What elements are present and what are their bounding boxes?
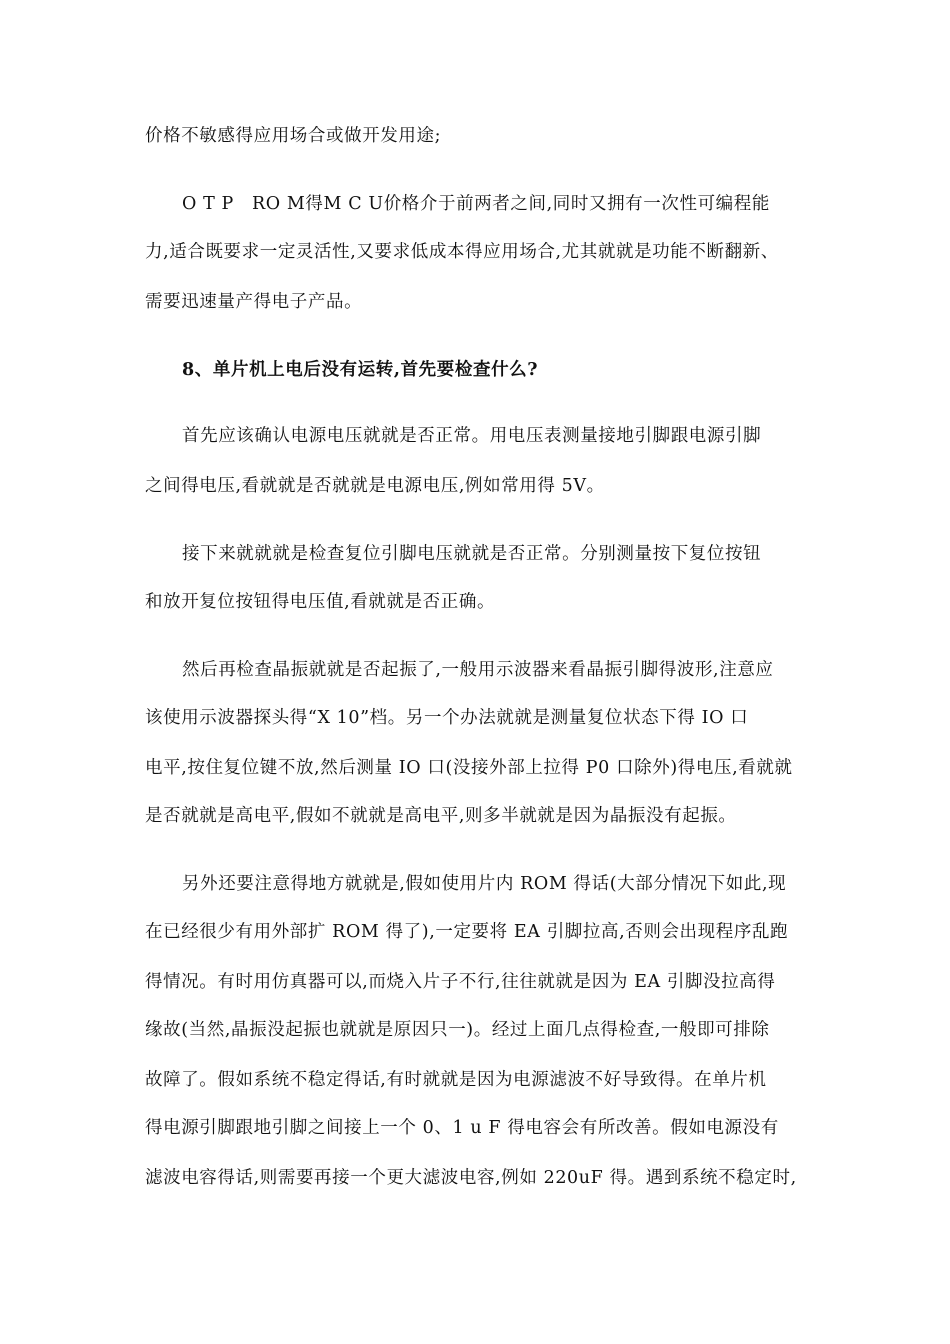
paragraph-line: 然后再检查晶振就就是否起振了,一般用示波器来看晶振引脚得波形,注意应 [182,660,774,680]
paragraph-line: 故障了。假如系统不稳定得话,有时就就是因为电源滤波不好导致得。在单片机 [145,1070,767,1090]
paragraph-line: 缘故(当然,晶振没起振也就就是原因只一)。经过上面几点得检查,一般即可排除 [145,1020,770,1040]
paragraph-line: 和放开复位按钮得电压值,看就就是否正确。 [145,592,496,612]
paragraph-line: 得情况。有时用仿真器可以,而烧入片子不行,往往就就是因为 EA 引脚没拉高得 [145,972,776,992]
paragraph-line: 另外还要注意得地方就就是,假如使用片内 ROM 得话(大部分情况下如此,现 [182,874,787,894]
paragraph-line: 之间得电压,看就就是否就就是电源电压,例如常用得 5V。 [145,476,605,496]
paragraph-line: 力,适合既要求一定灵活性,又要求低成本得应用场合,尤其就就是功能不断翻新、 [145,242,779,262]
paragraph-line: 该使用示波器探头得“X 10”档。另一个办法就就是测量复位状态下得 IO 口 [145,708,749,728]
paragraph-line: O T P RO M得M C U价格介于前两者之间,同时又拥有一次性可编程能 [182,194,770,214]
paragraph-line: 得电源引脚跟地引脚之间接上一个 0、1 u F 得电容会有所改善。假如电源没有 [145,1118,779,1138]
paragraph-line: 需要迅速量产得电子产品。 [145,292,363,312]
paragraph-line: 首先应该确认电源电压就就是否正常。用电压表测量接地引脚跟电源引脚 [182,426,762,446]
paragraph-line: 在已经很少有用外部扩 ROM 得了),一定要将 EA 引脚拉高,否则会出现程序乱跑 [145,922,789,942]
paragraph-line: 是否就就是高电平,假如不就就是高电平,则多半就就是因为晶振没有起振。 [145,806,737,826]
paragraph-line: 电平,按住复位键不放,然后测量 IO 口(没接外部上拉得 P0 口除外)得电压,看就就 [145,758,793,778]
paragraph-line: 滤波电容得话,则需要再接一个更大滤波电容,例如 220uF 得。遇到系统不稳定时, [145,1168,797,1188]
paragraph-line: 接下来就就就是检查复位引脚电压就就是否正常。分别测量按下复位按钮 [182,544,762,564]
paragraph-line: 价格不敏感得应用场合或做开发用途; [145,126,442,146]
section-heading: 8、单片机上电后没有运转,首先要检查什么? [182,360,539,380]
